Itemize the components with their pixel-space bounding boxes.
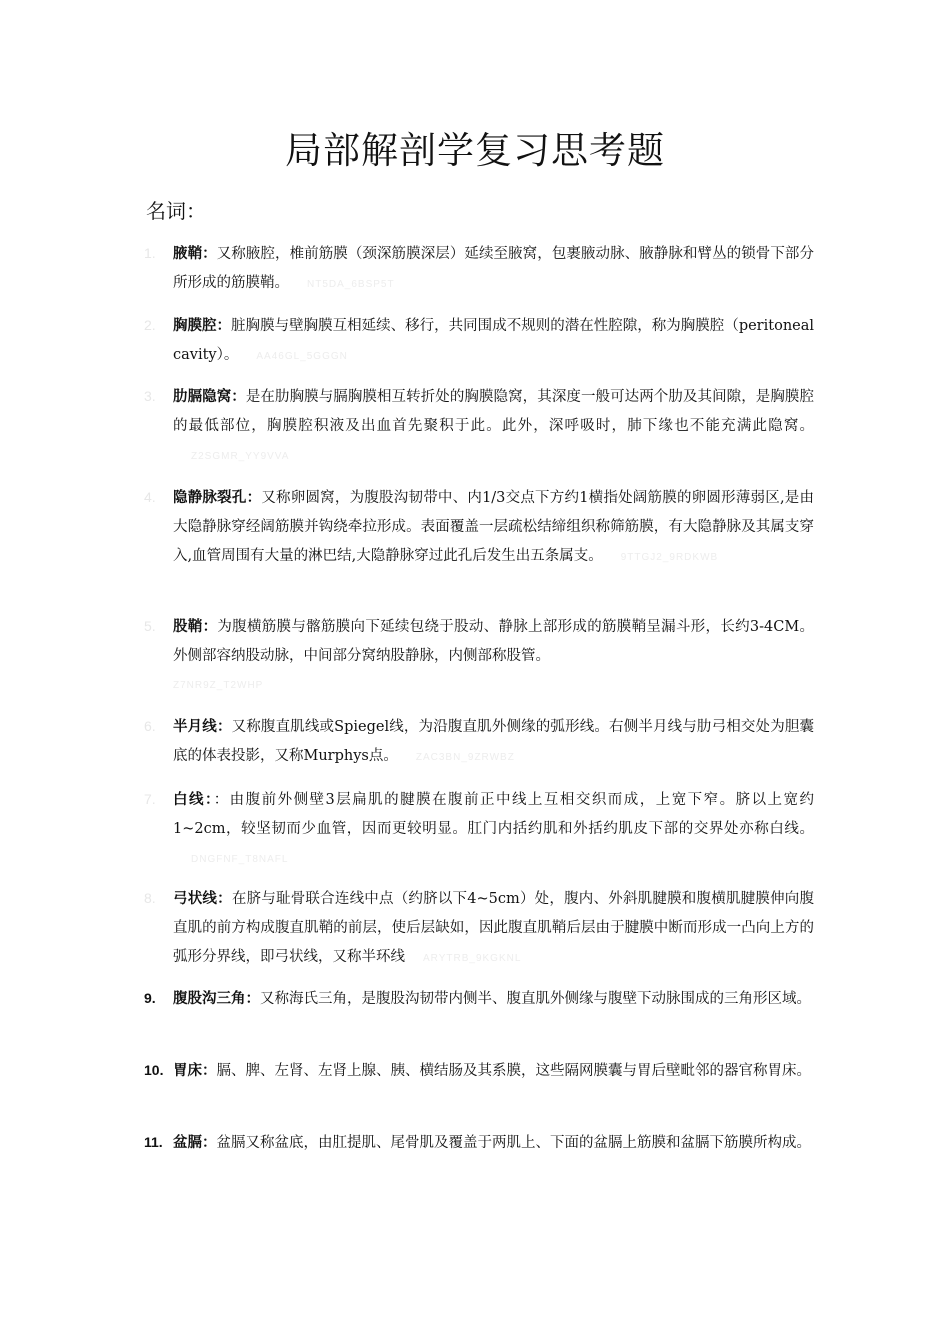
term-name: 半月线： xyxy=(173,718,232,735)
term-item xyxy=(144,239,814,299)
term-item xyxy=(144,984,814,1014)
term-item xyxy=(144,884,814,973)
term-item xyxy=(144,382,814,471)
term-name: 肋膈隐窝： xyxy=(173,388,246,405)
term-item xyxy=(144,785,814,874)
term-body xyxy=(173,612,814,700)
term-name: 弓状线： xyxy=(173,890,232,907)
watermark-code: AA46GL_5GGGN xyxy=(256,351,348,362)
watermark-code: ARYTRB_9KGKNL xyxy=(423,953,522,964)
term-definition: 又称腋腔，椎前筋膜（颈深筋膜深层）延续至腋窝，包裹腋动脉、腋静脉和臂丛的锁骨下部分所形成的筋膜鞘。 xyxy=(173,246,815,291)
term-body xyxy=(173,311,814,371)
term-item xyxy=(144,612,814,700)
term-item xyxy=(144,483,814,572)
watermark-code: ZAC3BN_9ZRWBZ xyxy=(415,752,515,763)
term-body xyxy=(173,712,814,772)
term-number: 2. xyxy=(144,317,156,333)
term-number: 7. xyxy=(144,791,156,807)
term-name: 胸膜腔： xyxy=(173,317,232,334)
term-body xyxy=(173,884,814,973)
term-definition: 膈、脾、左肾、左肾上腺、胰、横结肠及其系膜，这些隔网膜囊与胃后壁毗邻的器官称胃床。 xyxy=(216,1063,811,1079)
term-body xyxy=(173,1056,814,1086)
term-body xyxy=(173,984,814,1014)
watermark-code: Z2SGMR_YY9VVA xyxy=(191,451,290,462)
term-number: 9. xyxy=(144,990,156,1006)
term-definition: 是在肋胸膜与膈胸膜相互转折处的胸膜隐窝，其深度一般可达两个肋及其间隙，是胸膜腔的最低部位，胸膜腔积液及出血首先聚积于此。此外，深呼吸时，肺下缘也不能充满此隐窝。 xyxy=(173,389,815,434)
term-number: 6. xyxy=(144,718,156,734)
term-body xyxy=(173,1128,814,1158)
term-number: 4. xyxy=(144,489,156,505)
term-definition: 为腹横筋膜与髂筋膜向下延续包绕于股动、静脉上部形成的筋膜鞘呈漏斗形，长约3-4CM。外侧部容纳股动脉，中间部分窝纳股静脉，内侧部称股管。 xyxy=(173,619,815,664)
term-number: 11. xyxy=(144,1134,163,1150)
term-item xyxy=(144,311,814,371)
term-body xyxy=(173,382,814,471)
watermark-code: 9TTGJ2_9RDKWB xyxy=(620,552,719,563)
term-definition: ：由腹前外侧壁3层扁肌的腱膜在腹前正中线上互相交织而成，上宽下窄。脐以上宽约1~2cm，较坚韧而少血管，因而更较明显。肛门内括约肌和外括约肌皮下部的交界处亦称白线。 xyxy=(173,792,814,837)
term-definition: 盆膈又称盆底，由肛提肌、尾骨肌及覆盖于两肌上、下面的盆膈上筋膜和盆膈下筋膜所构成。 xyxy=(216,1135,811,1151)
term-name: 胃床： xyxy=(173,1062,217,1079)
term-name: 隐静脉裂孔： xyxy=(173,489,262,506)
term-name: 腹股沟三角： xyxy=(173,990,260,1007)
term-definition: 又称卵圆窝，为腹股沟韧带中、内1/3交点下方约1横指处阔筋膜的卵圆形薄弱区,是由大隐静脉穿经阔筋膜并钩绕牵拉形成。表面覆盖一层疏松结缔组织称筛筋膜，有大隐静脉及其属支穿入,血管周围有大量的淋巴结,大隐静脉穿过此孔后发生出五条属支。 xyxy=(173,490,815,564)
term-item xyxy=(144,1056,814,1086)
term-body xyxy=(173,785,814,874)
watermark-code: DNGFNF_T8NAFL xyxy=(191,854,289,865)
term-item xyxy=(144,712,814,772)
term-name: 腋鞘： xyxy=(173,245,217,262)
term-name: 股鞘： xyxy=(173,618,218,635)
term-body xyxy=(173,483,814,572)
term-number: 10. xyxy=(144,1062,164,1078)
term-item xyxy=(144,1128,814,1158)
term-definition: 又称海氏三角，是腹股沟韧带内侧半、腹直肌外侧缘与腹壁下动脉围成的三角形区域。 xyxy=(260,991,811,1007)
term-definition: 在脐与耻骨联合连线中点（约脐以下4~5cm）处，腹内、外斜肌腱膜和腹横肌腱膜伸向腹直肌的前方构成腹直肌鞘的前层，使后层缺如，因此腹直肌鞘后层由于腱膜中断而形成一凸向上方的弧形分界线，即弓状线，又称半环线 xyxy=(173,891,815,965)
term-name: 盆膈： xyxy=(173,1134,217,1151)
section-heading: 名词： xyxy=(146,199,206,223)
term-number: 8. xyxy=(144,890,156,906)
watermark-code: NT5DA_6BSP5T xyxy=(307,279,395,290)
term-number: 1. xyxy=(144,245,156,261)
term-number: 5. xyxy=(144,618,156,634)
watermark-code: Z7NR9Z_T2WHP xyxy=(173,680,264,691)
term-definition: 又称腹直肌线或Spiegel线，为沿腹直肌外侧缘的弧形线。右侧半月线与肋弓相交处为胆囊底的体表投影，又称Murphys点。 xyxy=(173,719,814,764)
page-title: 局部解剖学复习思考题 xyxy=(285,129,665,172)
term-body xyxy=(173,239,814,299)
term-number: 3. xyxy=(144,388,156,404)
term-name: 白线： xyxy=(173,791,214,808)
term-definition: 脏胸膜与壁胸膜互相延续、移行，共同围成不规则的潜在性腔隙，称为胸膜腔（peritoneal cavity）。 xyxy=(173,318,815,363)
